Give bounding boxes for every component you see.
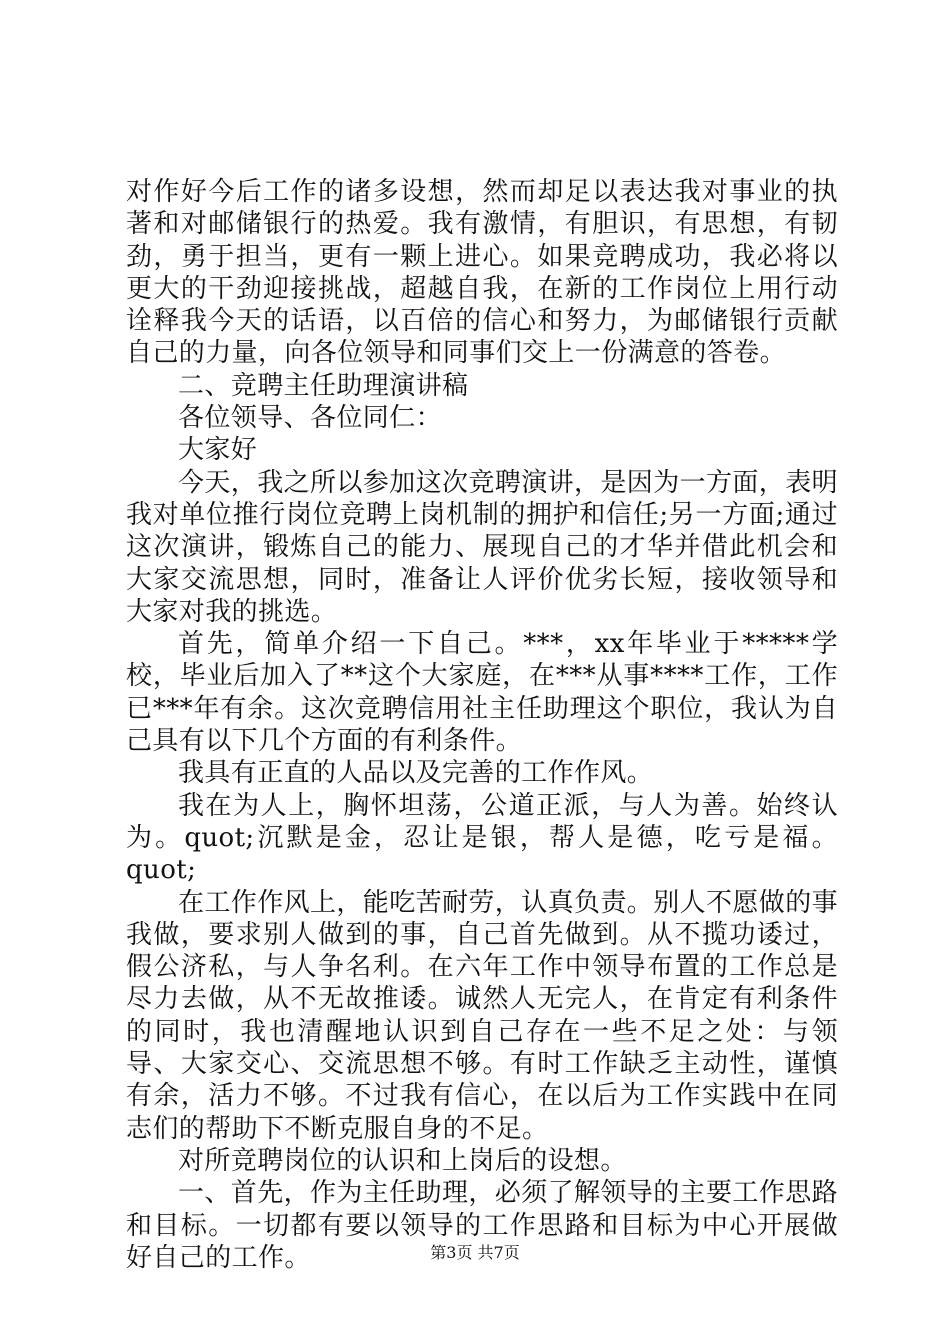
paragraph-character: 我具有正直的人品以及完善的工作作风。 [178, 758, 654, 789]
section-heading: 二、竞聘主任助理演讲稿 [178, 370, 469, 401]
paragraph-self-introduction: 首先，简单介绍一下自己。***，xx年毕业于*****学校，毕业后加入了**这个大家庭，在***从事****工作，工作已***年有余。这次竞聘信用社主任助理这个职位，我认为自己具有以下几个方面的有利条件。 [126, 629, 838, 757]
salutation: 各位领导、各位同仁： [178, 403, 443, 434]
paragraph-personality: 我在为人上，胸怀坦荡，公道正派，与人为善。始终认为。quot;沉默是金，忍让是银，帮人是德，吃亏是福。quot; [126, 790, 838, 886]
paragraph-position-understanding: 对所竞聘岗位的认识和上岗后的设想。 [178, 1145, 627, 1176]
paragraph-1: 对作好今后工作的诸多设想，然而却足以表达我对事业的执著和对邮储银行的热爱。我有激情，有胆识，有思想，有韧劲，勇于担当，更有一颗上进心。如果竞聘成功，我必将以更大的干劲迎接挑战，超越自我，在新的工作岗位上用行动诠释我今天的话语，以百倍的信心和努力，为邮储银行贡献自己的力量，向各位领导和同事们交上一份满意的答卷。 [126, 177, 838, 369]
greeting: 大家好 [178, 435, 258, 466]
document-body [126, 176, 838, 1274]
page-number-footer: 第3页 共7页 [430, 1243, 520, 1262]
paragraph-point-one: 一、首先，作为主任助理，必须了解领导的主要工作思路和目标。一切都有要以领导的工作思路和目标为中心开展做好自己的工作。 [126, 1178, 839, 1273]
paragraph-intro: 今天，我之所以参加这次竞聘演讲，是因为一方面，表明我对单位推行岗位竞聘上岗机制的拥护和信任;另一方面;通过这次演讲，锻炼自己的能力、展现自己的才华并借此机会和大家交流思想，同时，准备让人评价优劣长短，接收领导和大家对我的挑选。 [126, 467, 839, 627]
paragraph-work-style: 在工作作风上，能吃苦耐劳，认真负责。别人不愿做的事我做，要求别人做到的事，自己首先做到。从不揽功诿过，假公济私，与人争名利。在六年工作中领导布置的工作总是尽力去做，从不无故推诿。诚然人无完人，在肯定有利条件的同时，我也清醒地认识到自己存在一些不足之处：与领导、大家交心、交流思想不够。有时工作缺乏主动性，谨慎有余，活力不够。不过我有信心，在以后为工作实践中在同志们的帮助下不断克服自身的不足。 [126, 887, 839, 1144]
